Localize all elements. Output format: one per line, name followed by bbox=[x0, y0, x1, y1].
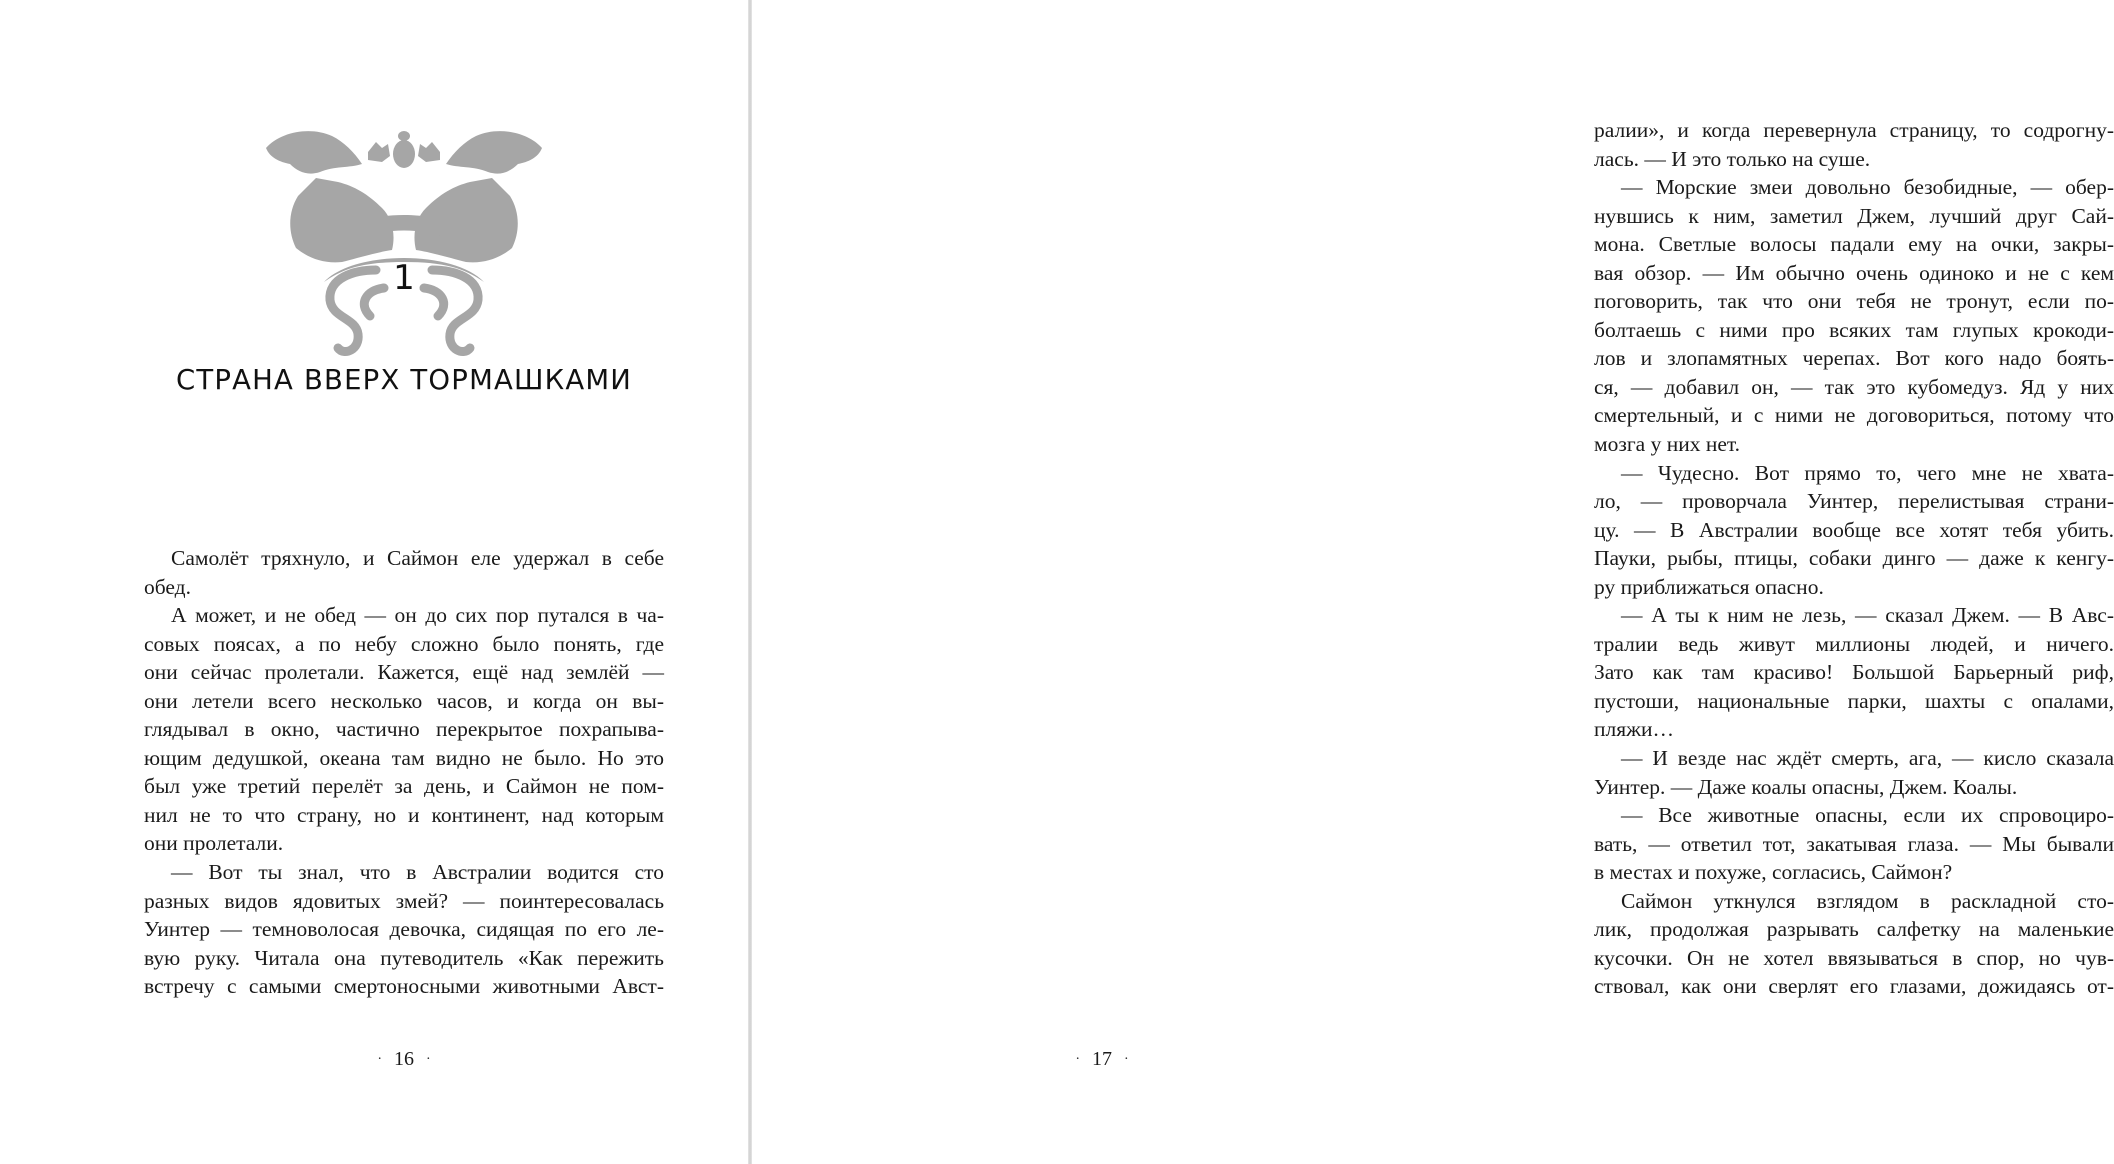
page-number-value: 16 bbox=[394, 1048, 414, 1070]
text-line: Уинтер — темноволосая девочка, сидящая по его ле- bbox=[144, 917, 664, 942]
text-line: — Чудесно. Вот прямо то, чего мне не хвата- bbox=[1621, 460, 2114, 485]
text-line: ющим дедушкой, океана там видно не было. Но это bbox=[144, 745, 664, 770]
text-line: встречу с самыми смертоносными животными Авст- bbox=[144, 974, 664, 999]
text-line: ся, — добавил он, — так это кубомедуз. Яд у них bbox=[1594, 374, 2114, 399]
text-line: ло, — проворчала Уинтер, перелистывая страни- bbox=[1594, 489, 2114, 514]
right-page bbox=[752, 0, 2114, 1164]
text-line: обед. bbox=[144, 574, 191, 599]
text-line: — А ты к ним не лезь, — сказал Джем. — В Авс- bbox=[1621, 603, 2114, 628]
text-line: совых поясах, а по небу сложно было понять, где bbox=[144, 631, 664, 656]
text-line: в местах и похуже, согласись, Саймон? bbox=[1594, 860, 1953, 885]
text-line: Зато как там красиво! Большой Барьерный риф, bbox=[1594, 660, 2114, 685]
folio-dot: · bbox=[1075, 1052, 1080, 1068]
text-line: нил не то что страну, но и континент, над которым bbox=[144, 802, 664, 827]
page-number bbox=[1052, 1048, 1152, 1071]
text-line: разных видов ядовитых змей? — поинтересовалась bbox=[144, 888, 664, 913]
text-line: — Вот ты знал, что в Австралии водится сто bbox=[171, 860, 664, 885]
text-line: глядывал в окно, частично перекрытое похрапыва- bbox=[144, 717, 664, 742]
text-line: лась. — И это только на суше. bbox=[1594, 146, 1871, 171]
chapter-title: СТРАНА ВВЕРХ ТОРМАШКАМИ bbox=[175, 364, 633, 396]
text-line: вать, — ответил тот, закатывая глаза. — Мы бывали bbox=[1594, 831, 2114, 856]
text-line: Пауки, рыбы, птицы, собаки динго — даже к кенгу- bbox=[1594, 546, 2114, 571]
text-line: они сейчас пролетали. Кажется, ещё над землёй — bbox=[144, 660, 664, 685]
text-line: они летели всего несколько часов, и когда он вы- bbox=[144, 688, 664, 713]
text-line: — Морские змеи довольно безобидные, — обер- bbox=[1621, 175, 2114, 200]
text-line: лик, продолжая разрывать салфетку на маленькие bbox=[1594, 917, 2114, 942]
text-line: Саймон уткнулся взглядом в раскладной сто- bbox=[1621, 888, 2114, 913]
chapter-number: 1 bbox=[393, 258, 415, 298]
folio-dot: · bbox=[1124, 1052, 1129, 1068]
text-line: кусочки. Он не хотел ввязываться в спор, но чув- bbox=[1594, 945, 2114, 970]
left-page bbox=[0, 0, 750, 1164]
text-line: лов и злопамятных черепах. Вот кого надо боять- bbox=[1594, 346, 2114, 371]
text-line: Уинтер. — Даже коалы опасны, Джем. Коалы. bbox=[1594, 774, 2018, 799]
text-line: был уже третий перелёт за день, и Саймон не пом- bbox=[144, 774, 664, 799]
folio-dot: · bbox=[426, 1052, 431, 1068]
text-line: они пролетали. bbox=[144, 831, 284, 856]
text-line: пустоши, национальные парки, шахты с опалами, bbox=[1594, 688, 2114, 713]
text-line: — И везде нас ждёт смерть, ага, — кисло сказала bbox=[1621, 746, 2114, 771]
page-number bbox=[354, 1048, 454, 1071]
text-line: — Все животные опасны, если их спровоциро- bbox=[1621, 803, 2114, 828]
right-page-text bbox=[1594, 116, 2114, 1001]
text-line: цу. — В Австралии вообще все хотят тебя убить. bbox=[1594, 517, 2114, 542]
text-line: тралии ведь живут миллионы людей, и ничего. bbox=[1594, 631, 2114, 656]
text-line: А может, и не обед — он до сих пор путался в ча- bbox=[171, 603, 664, 628]
text-line: вую руку. Читала она путеводитель «Как пережить bbox=[144, 945, 664, 970]
text-line: нувшись к ним, заметил Джем, лучший друг Сай- bbox=[1594, 203, 2114, 228]
text-line: ствовал, как они сверлят его глазами, дожидаясь от- bbox=[1594, 974, 2114, 999]
text-line: мона. Светлые волосы падали ему на очки, закры- bbox=[1594, 232, 2114, 257]
left-page-text bbox=[144, 544, 664, 1001]
text-line: поговорить, так что они тебя не тронут, если по- bbox=[1594, 289, 2114, 314]
text-line: вая обзор. — Им обычно очень одиноко и не с кем bbox=[1594, 260, 2114, 285]
text-line: болтаешь с ними про всяких там глупых крокоди- bbox=[1594, 317, 2114, 342]
text-line: ралии», и когда перевернула страницу, то содрогну- bbox=[1594, 118, 2114, 142]
page-number-value: 17 bbox=[1092, 1048, 1112, 1070]
folio-dot: · bbox=[377, 1052, 382, 1068]
text-line: пляжи… bbox=[1594, 717, 1674, 742]
text-line: смертельный, и с ними не договориться, потому что bbox=[1594, 403, 2114, 428]
text-line: Самолёт тряхнуло, и Саймон еле удержал в себе bbox=[171, 546, 664, 570]
text-line: ру приближаться опасно. bbox=[1594, 574, 1824, 599]
text-line: мозга у них нет. bbox=[1594, 432, 1741, 457]
animal-crest-icon bbox=[258, 112, 550, 360]
